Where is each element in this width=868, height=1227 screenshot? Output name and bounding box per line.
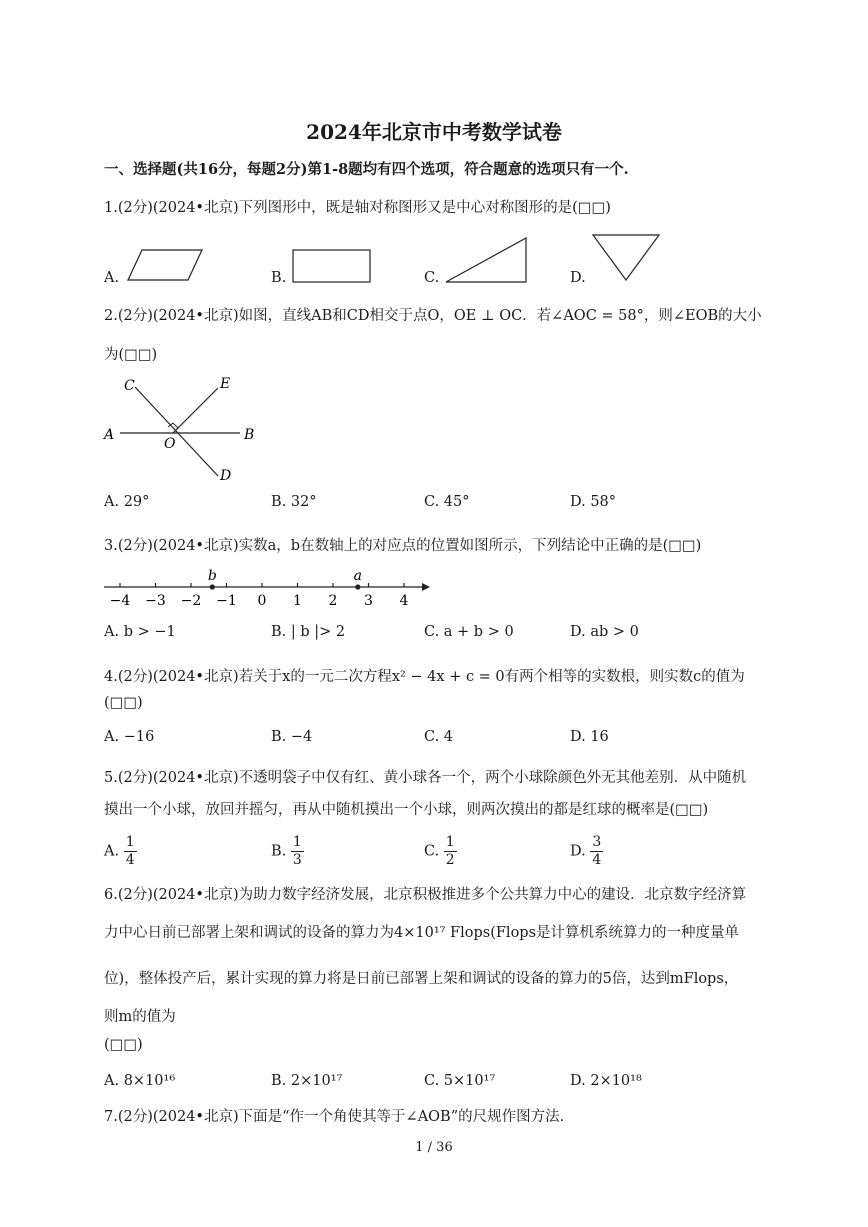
q3-option-c: C. a + b > 0	[424, 624, 514, 640]
question-2-stem-line2: 为(□□)	[104, 347, 158, 363]
label-e: E	[220, 376, 231, 392]
q2-option-d: D. 58°	[570, 494, 617, 510]
label-a: A	[104, 427, 115, 443]
number-line-figure	[100, 566, 435, 610]
question-4-stem-line2: (□□)	[104, 695, 143, 711]
q4-option-d: D. 16	[570, 729, 609, 745]
question-6-stem-line4: 则m的值为	[104, 1009, 176, 1025]
q4-option-c: C. 4	[424, 729, 454, 745]
number-line-tick-label: −3	[145, 593, 166, 609]
q5-option-a: A. $\frac{1}{4}$	[104, 834, 135, 868]
number-line-tick-label: 0	[257, 593, 267, 609]
question-7-stem: 7.(2分)(2024•北京)下面是“作一个角使其等于∠AOB”的尺规作图方法.	[104, 1109, 565, 1125]
q2-option-a: A. 29°	[104, 494, 150, 510]
label-b: B	[244, 427, 255, 443]
label-c: C	[124, 378, 135, 394]
q1-option-d: D.	[570, 270, 586, 286]
question-4-stem-line1: 4.(2分)(2024•北京)若关于x的一元二次方程x² − 4x + c = 0有两个相等的实数根，则实数c的值为	[104, 669, 745, 685]
q6-option-d: D. 2×10¹⁸	[570, 1073, 642, 1089]
q1-option-b: B.	[271, 270, 287, 286]
intersecting-lines-figure	[100, 372, 270, 487]
q4-option-b: B. −4	[271, 729, 313, 745]
label-o: O	[164, 436, 176, 452]
inverted-triangle-shape	[592, 234, 662, 284]
number-line-point-a	[355, 584, 360, 589]
q6-option-a: A. 8×10¹⁶	[104, 1073, 176, 1089]
question-6-stem-line2: 力中心日前已部署上架和调试的设备的算力为4×10¹⁷ Flops(Flops是计算机系统算力的一种度量单	[104, 925, 740, 941]
parallelogram-shape	[122, 248, 212, 284]
question-5-stem-line1: 5.(2分)(2024•北京)不透明袋子中仅有红、黄小球各一个，两个小球除颜色外无其他差别．从中随机	[104, 770, 747, 786]
q2-option-b: B. 32°	[271, 494, 317, 510]
q6-option-c: C. 5×10¹⁷	[424, 1073, 496, 1089]
q1-option-c: C.	[424, 270, 440, 286]
question-5-stem-line2: 摸出一个小球，放回并摇匀，再从中随机摸出一个小球，则两次摸出的都是红球的概率是(□□)	[104, 802, 709, 818]
question-1-stem: 1.(2分)(2024•北京)下列图形中，既是轴对称图形又是中心对称图形的是(□□)	[104, 200, 611, 216]
question-6-stem-line5: (□□)	[104, 1037, 143, 1053]
number-line-tick-label: −2	[180, 593, 202, 609]
q3-option-a: A. b > −1	[104, 624, 176, 640]
number-line-point-label-b: b	[207, 568, 217, 584]
number-line-point-b	[210, 584, 215, 589]
q1-option-a: A.	[104, 270, 120, 286]
number-line-tick-label: 3	[364, 593, 373, 609]
label-d: D	[220, 468, 232, 484]
question-6-stem-line3: 位)，整体投产后，累计实现的算力将是日前已部署上架和调试的设备的算力的5倍，达到mFlops，	[104, 971, 739, 987]
q4-option-a: A. −16	[104, 729, 155, 745]
question-3-stem: 3.(2分)(2024•北京)实数a，b在数轴上的对应点的位置如图所示，下列结论中正确的是(□□)	[104, 538, 702, 554]
page-title: 2024年北京市中考数学试卷	[306, 120, 562, 144]
right-triangle-shape	[444, 236, 530, 284]
number-line-tick-label: 2	[328, 593, 338, 609]
section-heading: 一、选择题(共16分，每题2分)第1-8题均有四个选项，符合题意的选项只有一个.	[104, 161, 629, 178]
question-6-stem-line1: 6.(2分)(2024•北京)为助力数字经济发展，北京积极推进多个公共算力中心的建设．北京数字经济算	[104, 887, 747, 903]
number-line-point-label-a: a	[353, 568, 363, 584]
question-2-stem-line1: 2.(2分)(2024•北京)如图，直线AB和CD相交于点O，OE ⊥ OC．若∠AOC = 58°，则∠EOB的大小	[104, 308, 762, 324]
rectangle-shape	[291, 248, 373, 284]
q3-option-b: B. | b |> 2	[271, 624, 346, 640]
q5-option-c: C. $\frac{1}{2}$	[424, 834, 455, 868]
number-line-tick-label: −4	[109, 593, 131, 609]
number-line-tick-label: 1	[293, 593, 302, 609]
page-number: 1 / 36	[415, 1140, 453, 1155]
q6-option-b: B. 2×10¹⁷	[271, 1073, 343, 1089]
q3-option-d: D. ab > 0	[570, 624, 639, 640]
number-line-tick-label: −1	[216, 593, 237, 609]
q5-option-d: D. $\frac{3}{4}$	[570, 834, 602, 868]
number-line-tick-label: 4	[399, 593, 409, 609]
q5-option-b: B. $\frac{1}{3}$	[271, 834, 302, 868]
q2-option-c: C. 45°	[424, 494, 470, 510]
